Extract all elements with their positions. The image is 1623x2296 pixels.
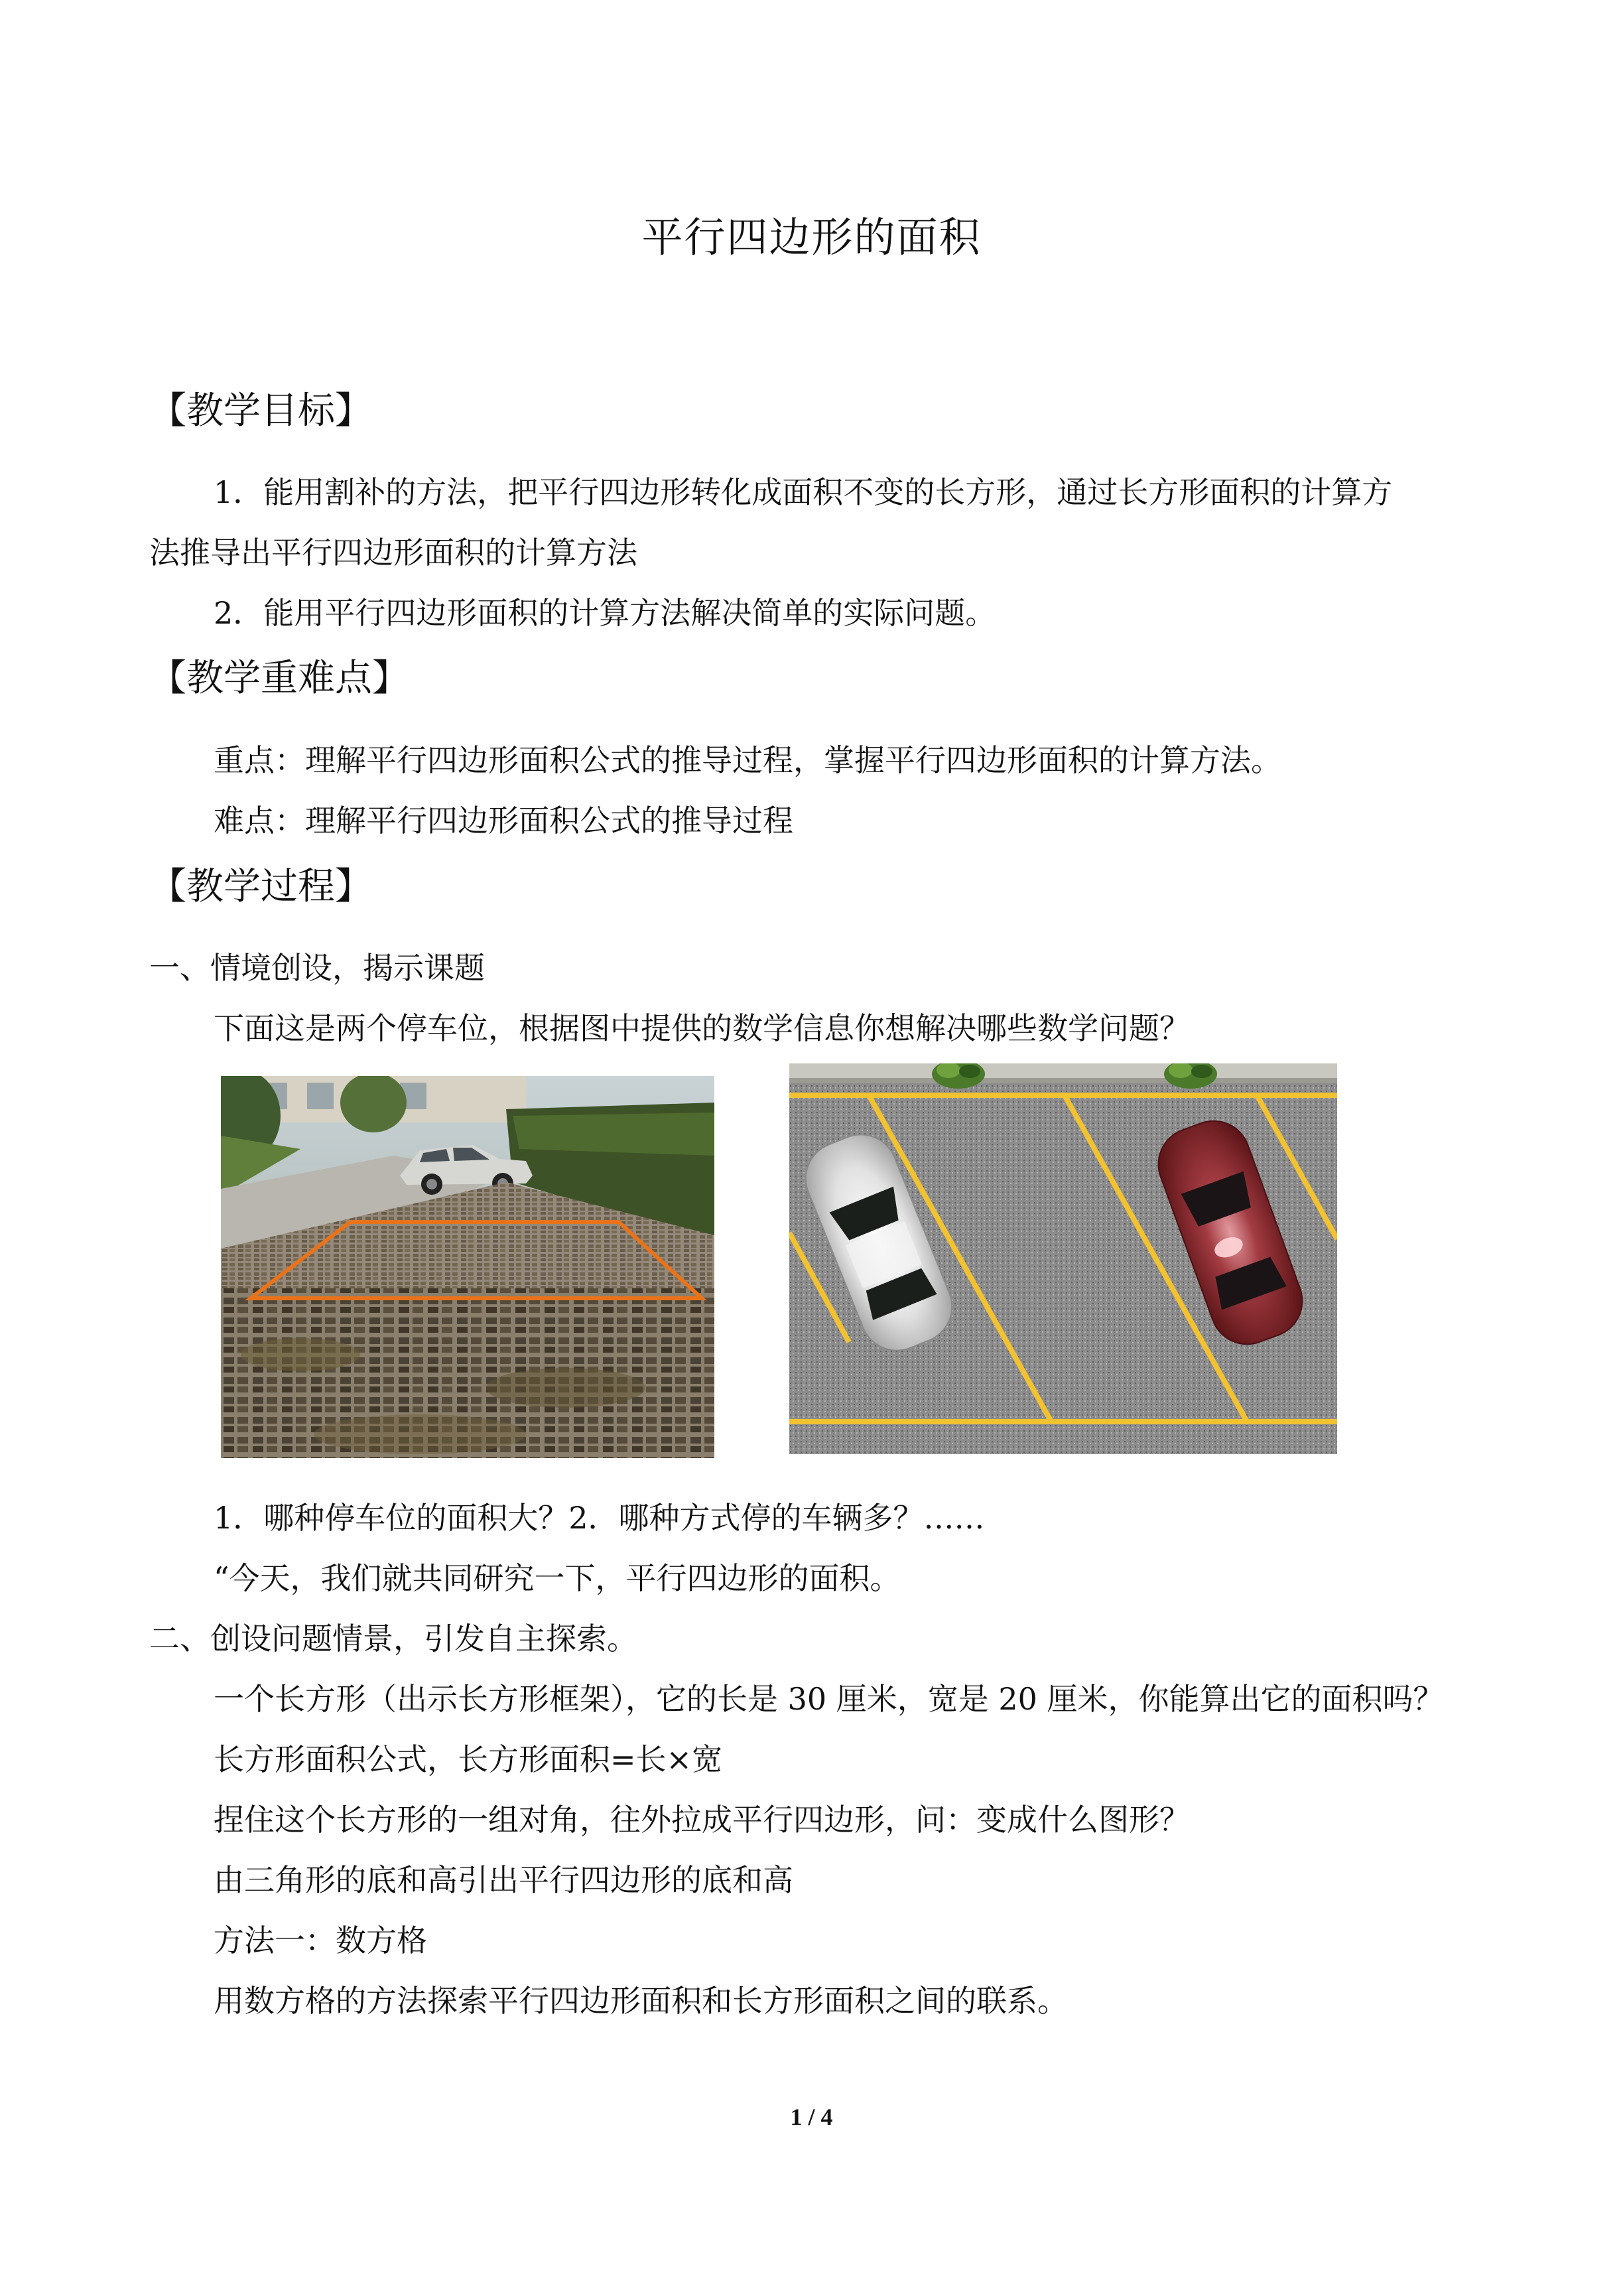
goal-item-1-line-2: 法推导出平行四边形面积的计算方法: [149, 535, 637, 571]
section-heading-process: 【教学过程】: [149, 865, 372, 908]
section-heading-goals: 【教学目标】: [149, 389, 372, 433]
process-part-2-title: 二、创设问题情景，引发自主探索。: [149, 1621, 637, 1656]
slanted-parking-diagram: [789, 1063, 1337, 1454]
process-method-1-desc: 用数方格的方法探索平行四边形面积和长方形面积之间的联系。: [214, 1983, 1068, 2019]
process-questions: 1．哪种停车位的面积大？2．哪种方式停的车辆多？……: [214, 1500, 985, 1536]
process-method-1: 方法一：数方格: [214, 1923, 427, 1958]
parking-lot-photo: [221, 1076, 714, 1458]
page-number: 1 / 4: [790, 2104, 833, 2130]
key-point-focus: 重点：理解平行四边形面积公式的推导过程，掌握平行四边形面积的计算方法。: [214, 742, 1281, 778]
page-title: 平行四边形的面积: [641, 213, 982, 261]
process-rect-problem: 一个长方形（出示长方形框架），它的长是 30 厘米，宽是 20 厘米，你能算出它的面积吗？: [214, 1681, 1444, 1717]
section-heading-key-points: 【教学重难点】: [149, 657, 409, 700]
process-rect-formula: 长方形面积公式，长方形面积=长×宽: [214, 1741, 723, 1777]
process-topic-intro: “今天，我们就共同研究一下，平行四边形的面积。: [214, 1560, 901, 1596]
process-part-1-title: 一、情境创设，揭示课题: [149, 950, 485, 986]
process-part-1-intro: 下面这是两个停车位，根据图中提供的数学信息你想解决哪些数学问题？: [214, 1010, 1190, 1046]
key-point-difficulty: 难点：理解平行四边形面积公式的推导过程: [214, 803, 793, 839]
goal-item-1-line-1: 1．能用割补的方法，把平行四边形转化成面积不变的长方形，通过长方形面积的计算方: [214, 474, 1393, 510]
process-base-height: 由三角形的底和高引出平行四边形的底和高: [214, 1862, 793, 1898]
process-stretch: 捏住这个长方形的一组对角，往外拉成平行四边形，问：变成什么图形？: [214, 1802, 1190, 1838]
goal-item-2: 2．能用平行四边形面积的计算方法解决简单的实际问题。: [214, 595, 996, 631]
